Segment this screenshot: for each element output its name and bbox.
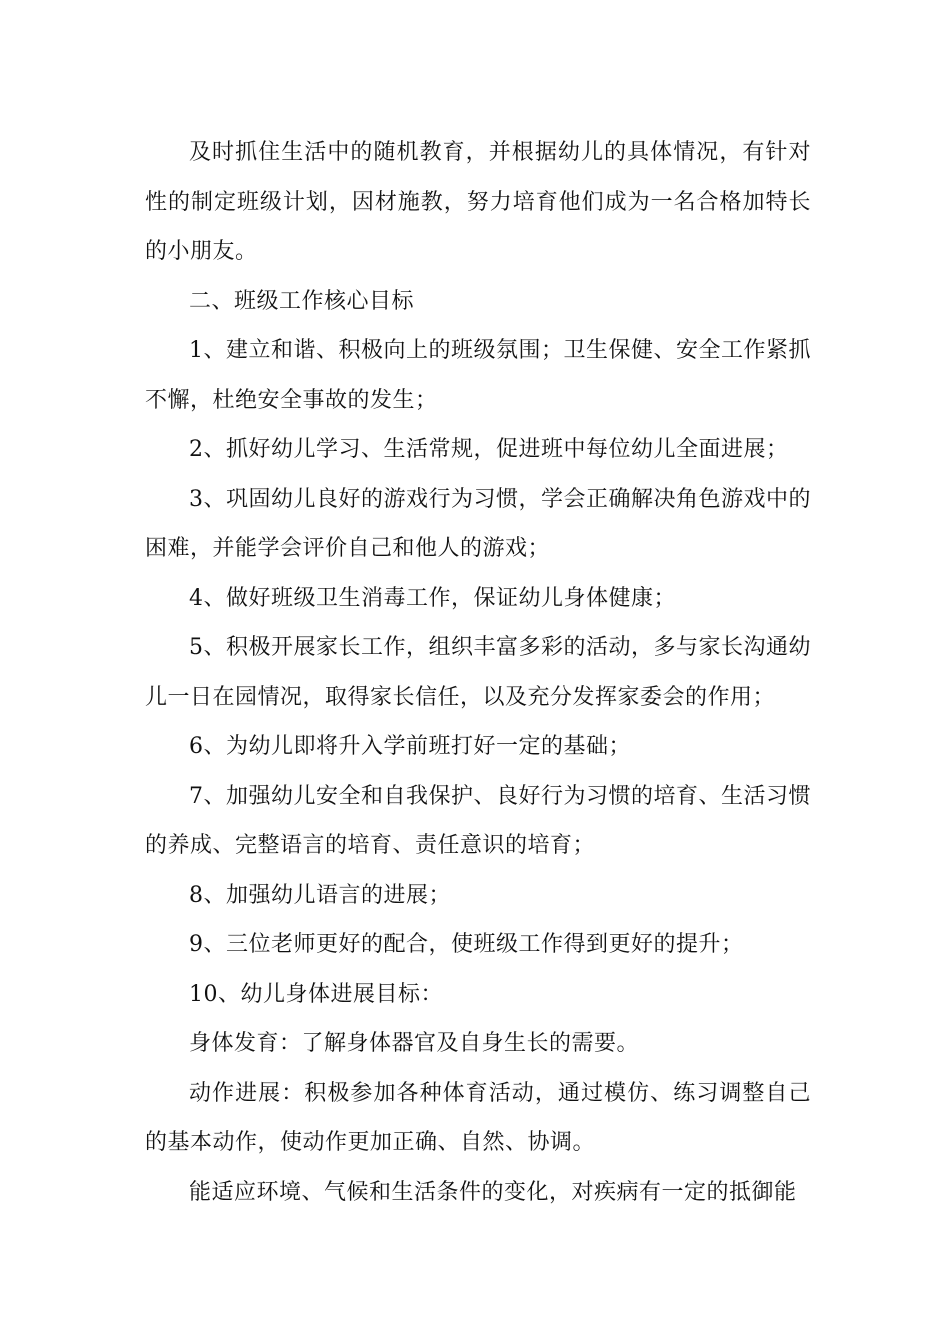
- goal-item-5: 5、积极开展家长工作，组织丰富多彩的活动，多与家长沟通幼儿一日在园情况，取得家长信任，以及充分发挥家委会的作用；: [145, 635, 811, 710]
- goal-item-10: 10、幼儿身体进展目标：: [189, 981, 443, 1007]
- goal-item-3: 3、巩固幼儿良好的游戏行为习惯，学会正确解决角色游戏中的困难，并能学会评价自己和他人的游戏；: [145, 486, 811, 561]
- document-body: [145, 128, 811, 1217]
- paragraph-1: 及时抓住生活中的随机教育，并根据幼儿的具体情况，有针对性的制定班级计划，因材施教，努力培育他们成为一名合格加特长的小朋友。: [145, 140, 811, 264]
- adaptation-paragraph: 能适应环境、气候和生活条件的变化，对疾病有一定的抵御能: [189, 1179, 797, 1205]
- body-development: 身体发育：了解身体器官及自身生长的需要。: [189, 1031, 640, 1056]
- goal-item-1: 1、建立和谐、积极向上的班级氛围；卫生保健、安全工作紧抓不懈，杜绝安全事故的发生；: [145, 338, 811, 413]
- goal-item-4: 4、做好班级卫生消毒工作，保证幼儿身体健康；: [189, 585, 676, 611]
- goal-item-7: 7、加强幼儿安全和自我保护、良好行为习惯的培育、生活习惯的养成、完整语言的培育、责任意识的培育；: [145, 783, 811, 858]
- goal-item-8: 8、加强幼儿语言的进展；: [189, 882, 451, 908]
- section-heading-core-goals: 二、班级工作核心目标: [189, 288, 415, 314]
- goal-item-2: 2、抓好幼儿学习、生活常规，促进班中每位幼儿全面进展；: [189, 437, 789, 462]
- goal-item-6: 6、为幼儿即将升入学前班打好一定的基础；: [189, 734, 631, 759]
- goal-item-9: 9、三位老师更好的配合，使班级工作得到更好的提升；: [189, 932, 744, 957]
- motor-development: 动作进展：积极参加各种体育活动，通过模仿、练习调整自己的基本动作，使动作更加正确、自然、协调。: [145, 1080, 811, 1155]
